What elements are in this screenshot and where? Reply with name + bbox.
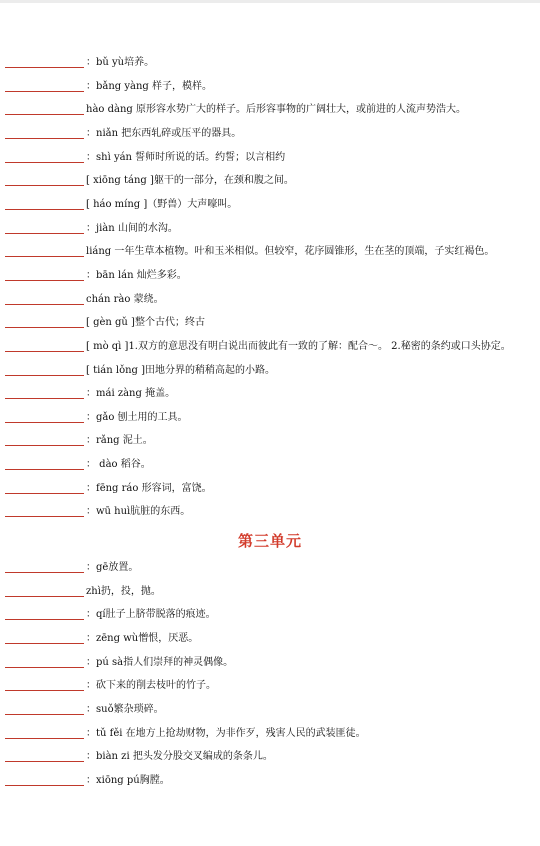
entry-row (5, 726, 538, 742)
answer-blank[interactable] (5, 714, 84, 715)
entry-text: ：砍下来的削去枝叶的竹子。 (86, 680, 216, 691)
entry-row (5, 584, 538, 600)
entry-text: ：tǔ fěi 在地方上抢劫财物，为非作歹，残害人民的武装匪徒。 (86, 728, 366, 739)
entry-row (5, 749, 538, 765)
answer-blank[interactable] (5, 256, 84, 257)
answer-blank[interactable] (5, 185, 84, 186)
answer-blank[interactable] (5, 493, 84, 494)
answer-blank[interactable] (5, 375, 84, 376)
entry-row (5, 102, 538, 118)
entry-text: ：gē放置。 (86, 562, 139, 573)
entry-text: ：rǎng 泥土。 (86, 435, 153, 446)
entry-row (5, 631, 538, 647)
answer-blank[interactable] (5, 114, 84, 115)
entry-text: ：wū huì肮脏的东西。 (86, 506, 191, 517)
entry-text: ：bǎng yàng 样子，模样。 (86, 81, 213, 92)
entry-text: zhì扔，投，抛。 (86, 586, 161, 597)
entry-row (5, 773, 538, 789)
answer-blank[interactable] (5, 572, 84, 573)
answer-blank[interactable] (5, 162, 84, 163)
answer-blank[interactable] (5, 398, 84, 399)
entry-text: ：gǎo 刨土用的工具。 (86, 412, 188, 423)
answer-blank[interactable] (5, 327, 84, 328)
entry-row (5, 55, 538, 71)
entry-row (5, 607, 538, 623)
entry-row (5, 339, 538, 355)
entry-text: hào dàng 原形容水势广大的样子。后形容事物的广阔壮大，或前进的人流声势浩大。 (86, 104, 466, 115)
entry-row (5, 244, 538, 260)
answer-blank[interactable] (5, 351, 84, 352)
entry-text: [ mò qì ]1.双方的意思没有明白说出而彼此有一致的了解：配合～。 2.秘密的条约或口头协定。 (86, 341, 511, 352)
entry-text: ：bān lán 灿烂多彩。 (86, 270, 187, 281)
answer-blank[interactable] (5, 596, 84, 597)
answer-blank[interactable] (5, 304, 84, 305)
answer-blank[interactable] (5, 469, 84, 470)
answer-blank[interactable] (5, 280, 84, 281)
entry-row (5, 410, 538, 426)
entry-text: ：zēng wù憎恨，厌恶。 (86, 633, 199, 644)
answer-blank[interactable] (5, 67, 84, 68)
entry-row (5, 363, 538, 379)
entry-text: [ xiōng táng ]躯干的一部分，在颈和腹之间。 (86, 175, 294, 186)
entry-row (5, 173, 538, 189)
answer-blank[interactable] (5, 138, 84, 139)
entry-text: [ gèn gǔ ]整个古代；终古 (86, 317, 205, 328)
entry-text: ：biàn zi 把头发分股交叉编成的条条儿。 (86, 751, 273, 762)
unit-heading: 第三单元 (237, 532, 302, 550)
answer-blank[interactable] (5, 209, 84, 210)
entry-text: liáng 一年生草本植物。叶和玉米相似。但较窄，花序圆锥形，生在茎的顶端，子实红褐色。 (86, 246, 495, 257)
entry-text: [ tián lǒng ]田地分界的稍稍高起的小路。 (86, 365, 276, 376)
entry-row (5, 655, 538, 671)
entry-text: chán rào 蒙绕。 (86, 294, 164, 305)
entry-text: ：bǔ yù培养。 (86, 57, 155, 68)
answer-blank[interactable] (5, 422, 84, 423)
answer-blank[interactable] (5, 445, 84, 446)
entry-row (5, 292, 538, 308)
entry-text: ：jiàn 山间的水沟。 (86, 223, 178, 234)
entry-text: [ háo míng ]（野兽）大声嚎叫。 (86, 199, 238, 210)
entry-row (5, 702, 538, 718)
entry-text: ：niǎn 把东西轧碎或压平的器具。 (86, 128, 242, 139)
answer-blank[interactable] (5, 738, 84, 739)
top-divider (0, 0, 540, 3)
answer-blank[interactable] (5, 233, 84, 234)
entry-text: ：mái zàng 掩盖。 (86, 388, 176, 399)
entry-text: ： dào 稻谷。 (86, 459, 151, 470)
entry-row (5, 504, 538, 520)
entry-text: ：qí肚子上脐带脱落的痕迹。 (86, 609, 216, 620)
entry-text: ：fēng ráo 形容词，富饶。 (86, 483, 212, 494)
answer-blank[interactable] (5, 619, 84, 620)
answer-blank[interactable] (5, 761, 84, 762)
answer-blank[interactable] (5, 785, 84, 786)
entry-row (5, 433, 538, 449)
entry-text: ：pú sà指人们崇拜的神灵偶像。 (86, 657, 234, 668)
answer-blank[interactable] (5, 690, 84, 691)
entry-row (5, 678, 538, 694)
entry-row (5, 386, 538, 402)
entry-text: ：shì yán 誓师时所说的话。约誓；以言相约 (86, 152, 286, 163)
answer-blank[interactable] (5, 667, 84, 668)
entry-row (5, 268, 538, 284)
entry-row (5, 79, 538, 95)
entry-text: ：xiōng pú胸膛。 (86, 775, 170, 786)
answer-blank[interactable] (5, 643, 84, 644)
entry-row (5, 481, 538, 497)
entry-row (5, 197, 538, 213)
entry-text: ：suǒ繁杂琐碎。 (86, 704, 164, 715)
entry-row (5, 150, 538, 166)
entry-row (5, 315, 538, 331)
entry-row (5, 126, 538, 142)
entry-row (5, 457, 538, 473)
answer-blank[interactable] (5, 91, 84, 92)
entry-row (5, 560, 538, 576)
answer-blank[interactable] (5, 516, 84, 517)
entry-row (5, 221, 538, 237)
